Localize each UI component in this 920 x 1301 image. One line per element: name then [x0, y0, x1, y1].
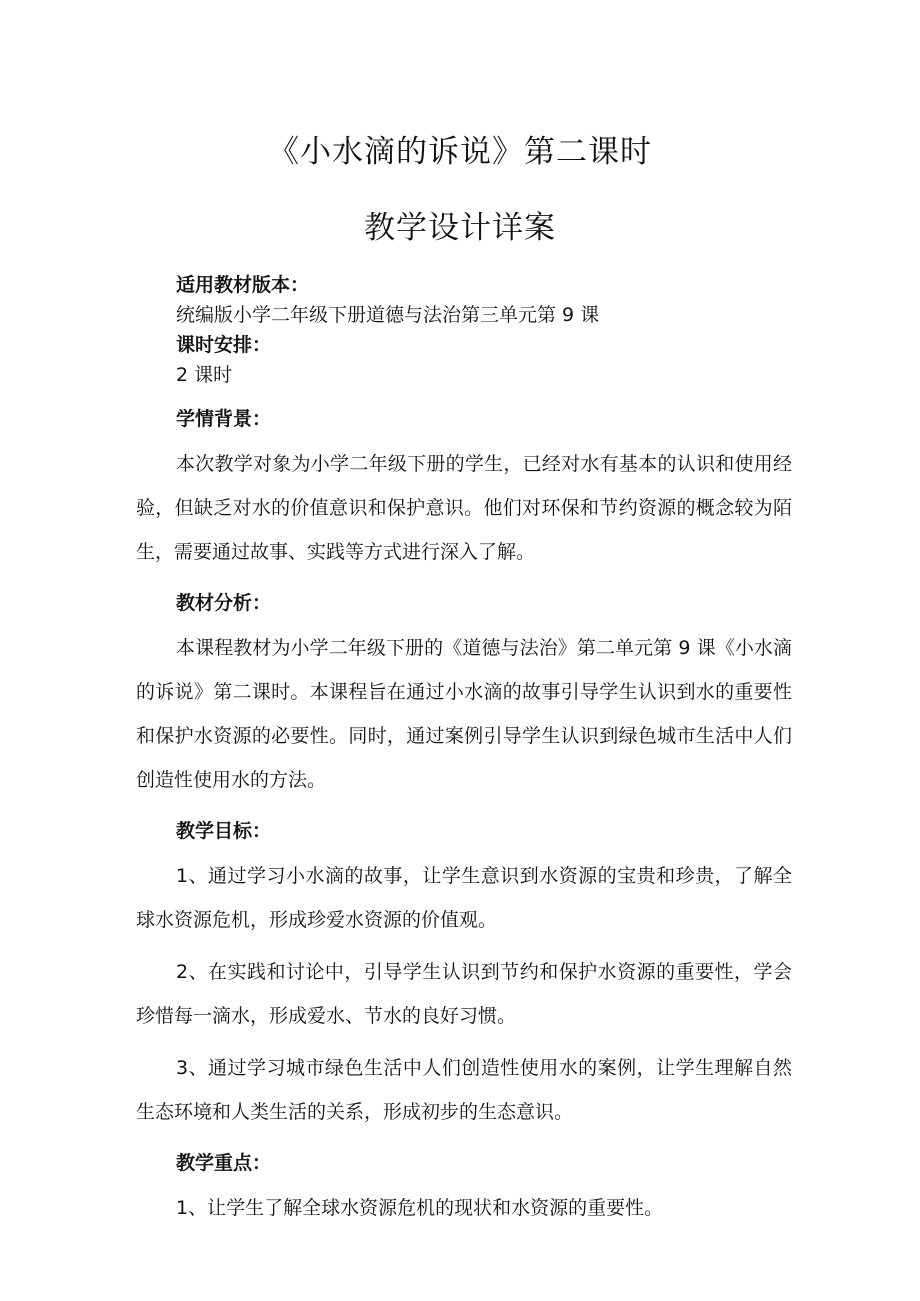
goal-item-3: 3、通过学习城市绿色生活中人们创造性使用水的案例，让学生理解自然生态环境和人类生活的关系，形成初步的生态意识。: [136, 1057, 792, 1123]
textbook-value: 统编版小学二年级下册道德与法治第三单元第 9 课: [176, 304, 600, 326]
goal-item-2: 2、在实践和讨论中，引导学生认识到节约和保护水资源的重要性，学会珍惜每一滴水，形成爱水、节水的良好习惯。: [136, 961, 792, 1027]
hours-label: 课时安排：: [176, 334, 272, 356]
analysis-heading: 教材分析：: [176, 592, 272, 614]
document-subtitle: 教学设计详案: [364, 210, 556, 246]
analysis-paragraph: 本课程教材为小学二年级下册的《道德与法治》第二单元第 9 课《小水滴的诉说》第二课时。本课程旨在通过小水滴的故事引导学生认识到水的重要性和保护水资源的必要性。同时，通过案例引导学生认识到绿色城市生活中人们创造性使用水的方法。: [136, 637, 792, 791]
key-points-heading: 教学重点：: [176, 1152, 272, 1174]
key-point-item-1: 1、让学生了解全球水资源危机的现状和水资源的重要性。: [176, 1197, 664, 1219]
goal-item-1: 1、通过学习小水滴的故事，让学生意识到水资源的宝贵和珍贵，了解全球水资源危机，形成珍爱水资源的价值观。: [136, 865, 792, 931]
hours-value: 2 课时: [176, 364, 233, 386]
background-paragraph: 本次教学对象为小学二年级下册的学生，已经对水有基本的认识和使用经验，但缺乏对水的价值意识和保护意识。他们对环保和节约资源的概念较为陌生，需要通过故事、实践等方式进行深入了解。: [136, 453, 792, 563]
document-title: 《小水滴的诉说》第二课时: [268, 134, 652, 170]
document-body: [136, 270, 792, 1230]
goals-heading: 教学目标：: [176, 820, 272, 842]
background-heading: 学情背景：: [176, 408, 272, 430]
textbook-label: 适用教材版本：: [176, 274, 310, 296]
